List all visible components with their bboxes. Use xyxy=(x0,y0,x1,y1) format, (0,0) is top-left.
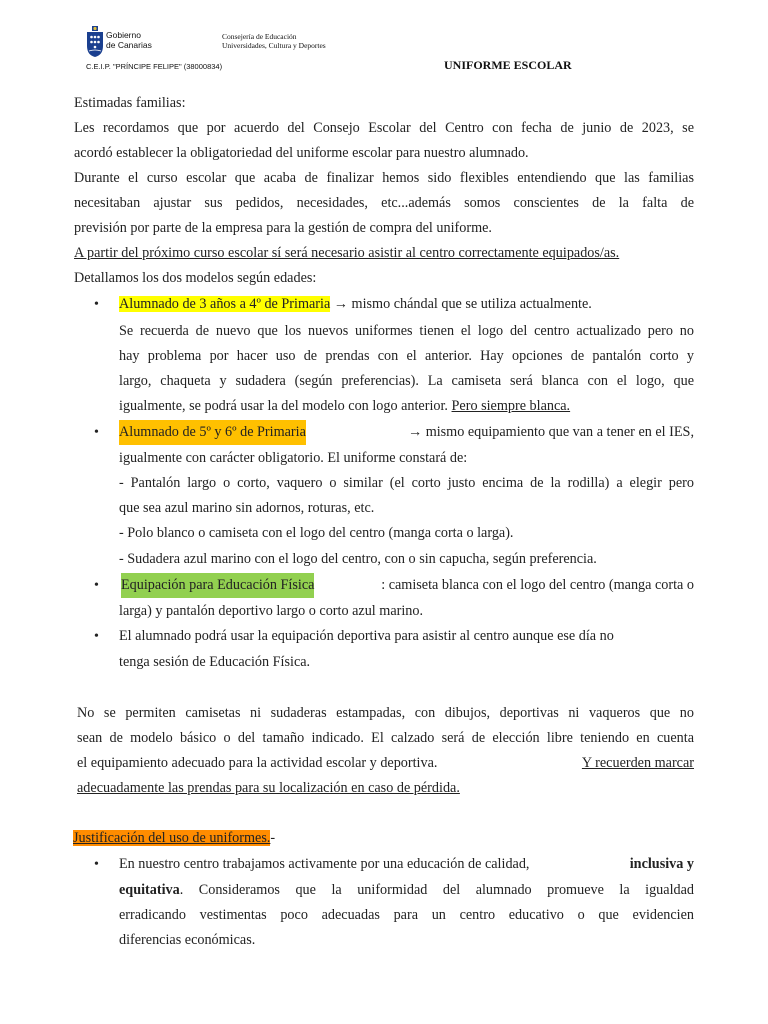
equitable-bold: equitativa xyxy=(119,882,180,898)
label-reminder-start: Y recuerden marcar xyxy=(581,755,694,771)
model-1-detail-line-3: largo, chaqueta y sudadera (según preferencias). La camiseta será blanca con el logo, que xyxy=(119,373,694,389)
justification-line-1-text: En nuestro centro trabajamos activamente por una educación de calidad, xyxy=(119,856,530,872)
model-2-detail-line-2: - Pantalón largo o corto, vaquero o similar (el corto justo encima de la rodilla) a elegir pero xyxy=(119,475,694,491)
gobierno-line-2: de Canarias xyxy=(106,40,152,50)
model-3-highlight: Equipación para Educación Física xyxy=(121,573,314,598)
rules-line-1: No se permiten camisetas ni sudaderas estampadas, con dibujos, deportivas ni vaqueros que no xyxy=(77,705,694,721)
always-white-note: Pero siempre blanca. xyxy=(451,398,571,414)
justification-heading-suffix: - xyxy=(270,830,276,846)
justification-line-2 xyxy=(119,878,694,903)
intro-paragraph-2-line-1: Durante el curso escolar que acaba de finalizar hemos sido flexibles entendiendo que las familias xyxy=(74,170,694,186)
consejeria-line-1: Consejería de Educación xyxy=(222,32,297,41)
model-3-rest: : camiseta blanca con el logo del centro (manga corta o xyxy=(381,577,694,593)
bullet-model-3: • xyxy=(94,578,99,593)
intro-paragraph-2-line-2: necesitaban ajustar sus pedidos, necesidades, etc...además somos conscientes de la falta de xyxy=(74,195,694,211)
model-2-detail-line-3: que sea azul marino sin adornos, roturas, etc. xyxy=(119,500,375,516)
model-2-rest: → mismo equipamiento que van a tener en el IES, xyxy=(407,424,694,440)
justification-line-2-text: . Consideramos que la uniformidad del alumnado promueve la igualdad xyxy=(179,882,694,898)
model-2-heading xyxy=(119,420,694,445)
justification-heading xyxy=(73,826,275,851)
intro-paragraph-1-line-2: acordó establecer la obligatoriedad del uniforme escolar para nuestro alumnado. xyxy=(74,145,529,161)
consejeria-line-2: Universidades, Cultura y Deportes xyxy=(222,41,326,50)
sports-kit-line-2: tenga sesión de Educación Física. xyxy=(119,654,311,670)
model-1-heading xyxy=(119,292,592,317)
justification-line-1 xyxy=(119,852,694,877)
model-2-detail-line-4: - Polo blanco o camiseta con el logo del centro (manga corta o larga). xyxy=(119,525,514,541)
intro-paragraph-1-line-1: Les recordamos que por acuerdo del Consejo Escolar del Centro con fecha de junio de 2023, se xyxy=(74,120,694,136)
mandatory-notice: A partir del próximo curso escolar sí será necesario asistir al centro correctamente equipados/as. xyxy=(74,245,620,261)
bullet-model-2: • xyxy=(94,425,99,440)
model-2-highlight: Alumnado de 5º y 6º de Primaria xyxy=(119,420,306,445)
label-reminder-end: adecuadamente las prendas para su localización en caso de pérdida. xyxy=(77,780,460,796)
bullet-justification: • xyxy=(94,857,99,872)
gobierno-canarias-logo xyxy=(86,26,104,58)
model-1-detail-line-4 xyxy=(119,394,570,419)
intro-paragraph-2-line-3: previsión por parte de la empresa para la gestión de compra del uniforme. xyxy=(74,220,492,236)
document-title: UNIFORME ESCOLAR xyxy=(444,58,572,72)
model-1-detail-line-4-text: igualmente, se podrá usar la del modelo con logo anterior. xyxy=(119,398,452,414)
model-2-detail-line-5: - Sudadera azul marino con el logo del centro, con o sin capucha, según preferencia. xyxy=(119,551,597,567)
rules-line-2: sean de modelo básico o del tamaño indicado. El calzado será de elección libre teniendo en cuenta xyxy=(77,730,694,746)
model-1-highlight: Alumnado de 3 años a 4º de Primaria xyxy=(119,296,331,312)
greeting: Estimadas familias: xyxy=(74,95,186,111)
sports-kit-line-1: El alumnado podrá usar la equipación deportiva para asistir al centro aunque ese día no xyxy=(119,628,614,644)
justification-heading-text: Justificación del uso de uniformes. xyxy=(73,830,271,846)
model-1-rest: → mismo chándal que se utiliza actualmente. xyxy=(330,296,592,312)
model-3-detail-line-1: larga) y pantalón deportivo largo o corto azul marino. xyxy=(119,603,424,619)
consejeria-name xyxy=(222,32,326,50)
rules-line-3 xyxy=(77,751,694,776)
bullet-item-4: • xyxy=(94,629,99,644)
bullet-model-1: • xyxy=(94,297,99,312)
inclusive-bold: inclusiva y xyxy=(629,856,694,872)
model-2-detail-line-1: igualmente con carácter obligatorio. El uniforme constará de: xyxy=(119,450,468,466)
model-1-detail-line-1: Se recuerda de nuevo que los nuevos uniformes tienen el logo del centro actualizado pero no xyxy=(119,323,694,339)
gobierno-line-1: Gobierno xyxy=(106,30,141,40)
justification-line-3: erradicando vestimentas poco adecuadas para un centro educativo o que evidencien xyxy=(119,907,694,923)
model-1-detail-line-2: hay problema por hacer uso de prendas con el anterior. Hay opciones de pantalón corto y xyxy=(119,348,694,364)
models-intro: Detallamos los dos modelos según edades: xyxy=(74,270,317,286)
rules-line-3-text: el equipamiento adecuado para la actividad escolar y deportiva. xyxy=(77,755,438,771)
model-3-heading xyxy=(121,573,694,598)
school-code: C.E.I.P. "PRÍNCIPE FELIPE" (38000834) xyxy=(86,62,223,71)
gobierno-name xyxy=(106,30,152,50)
justification-line-4: diferencias económicas. xyxy=(119,932,256,948)
